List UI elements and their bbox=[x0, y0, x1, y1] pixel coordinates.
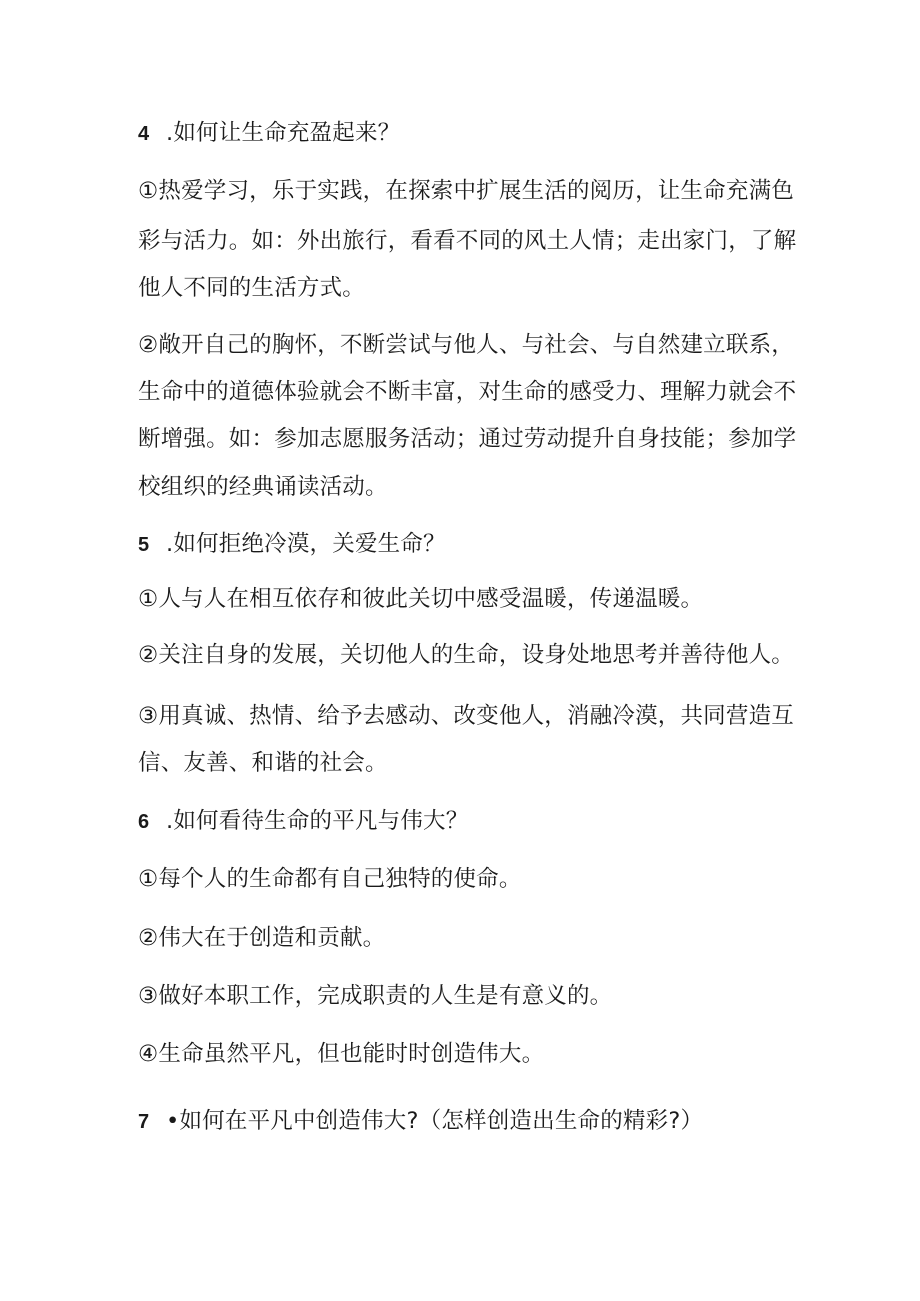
answer-line: 彩与活力。如：外出旅行，看看不同的风土人情；走出家门，了解 bbox=[138, 228, 797, 254]
answer-line: ①人与人在相互依存和彼此关切中感受温暖，传递温暖。 bbox=[138, 586, 704, 612]
answer-line: ④生命虽然平凡，但也能时时创造伟大。 bbox=[138, 1041, 545, 1067]
answer-line: ①热爱学习，乐于实践，在探索中扩展生活的阅历，让生命充满色 bbox=[138, 178, 794, 204]
answer-line: 他人不同的生活方式。 bbox=[138, 275, 366, 301]
answer-line: 校组织的经典诵读活动。 bbox=[138, 474, 388, 500]
question-title: •如何在平凡中创造伟大?（怎样创造出生命的精彩?） bbox=[166, 1108, 704, 1134]
answer-line: ②伟大在于创造和贡献。 bbox=[138, 925, 386, 951]
question-number: 4 bbox=[138, 123, 150, 145]
question-title: .如何拒绝冷漠，关爱生命？ bbox=[166, 531, 446, 557]
answer-line: ③用真诚、热情、给予去感动、改变他人，消融冷漠，共同营造互 bbox=[138, 703, 794, 729]
question-7-heading bbox=[138, 1106, 703, 1137]
answer-line: 信、友善、和谐的社会。 bbox=[138, 750, 388, 776]
question-4-heading bbox=[138, 118, 400, 149]
question-number: 5 bbox=[138, 534, 150, 556]
answer-line: ③做好本职工作，完成职责的人生是有意义的。 bbox=[138, 983, 613, 1009]
answer-line: 断增强。如：参加志愿服务活动；通过劳动提升自身技能；参加学 bbox=[138, 426, 797, 452]
answer-line: 生命中的道德体验就会不断丰富，对生命的感受力、理解力就会不 bbox=[138, 379, 797, 405]
question-title: .如何看待生命的平凡与伟大？ bbox=[166, 808, 469, 834]
answer-line: ②关注自身的发展，关切他人的生命，设身处地思考并善待他人。 bbox=[138, 642, 794, 668]
question-6-heading bbox=[138, 806, 468, 837]
question-5-heading bbox=[138, 529, 446, 560]
question-number: 6 bbox=[138, 811, 150, 833]
answer-line: ②敞开自己的胸怀，不断尝试与他人、与社会、与自然建立联系， bbox=[138, 332, 794, 358]
question-title: .如何让生命充盈起来？ bbox=[166, 120, 401, 146]
answer-line: ①每个人的生命都有自己独特的使命。 bbox=[138, 866, 522, 892]
question-number: 7 bbox=[138, 1111, 150, 1133]
